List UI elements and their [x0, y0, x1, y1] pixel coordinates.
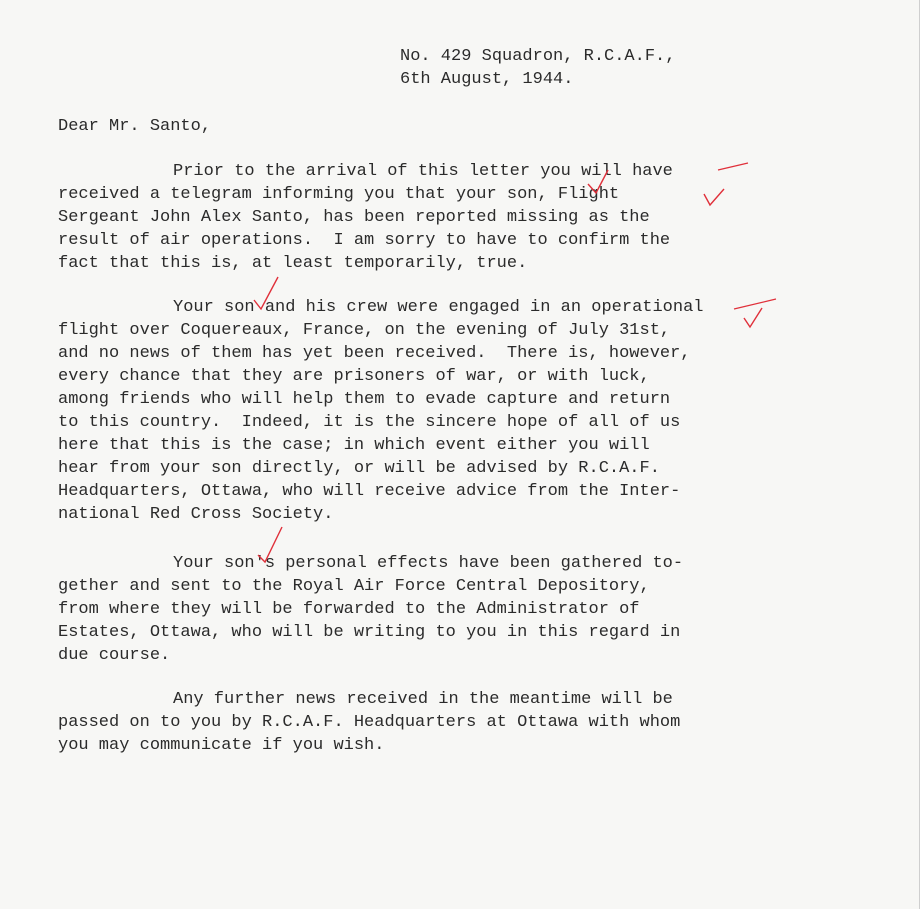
salutation: Dear Mr. Santo, — [58, 117, 212, 136]
paragraph-2-line: Headquarters, Ottawa, who will receive advice from the Inter- — [58, 482, 681, 501]
paragraph-3-line: from where they will be forwarded to the Administrator of — [58, 600, 640, 619]
check-mark-icon — [744, 308, 762, 327]
header-unit: No. 429 Squadron, R.C.A.F., — [400, 47, 676, 66]
paragraph-1-line: fact that this is, at least temporarily, true. — [58, 254, 528, 273]
paragraph-3-line: Your son's personal effects have been gathered to- — [173, 554, 684, 573]
paragraph-2-line: flight over Coquereaux, France, on the evening of July 31st, — [58, 321, 671, 340]
paragraph-2-line: Your son and his crew were engaged in an operational — [173, 298, 704, 317]
paragraph-2-line: national Red Cross Society. — [58, 505, 334, 524]
paragraph-1-line: result of air operations. I am sorry to have to confirm the — [58, 231, 671, 250]
paragraph-4-line: Any further news received in the meantime will be — [173, 690, 673, 709]
paragraph-2-line: here that this is the case; in which event either you will — [58, 436, 650, 455]
paragraph-2-line: to this country. Indeed, it is the sincere hope of all of us — [58, 413, 681, 432]
paragraph-2-line: every chance that they are prisoners of war, or with luck, — [58, 367, 650, 386]
check-mark-icon — [704, 189, 724, 205]
paragraph-2-line: among friends who will help them to evade capture and return — [58, 390, 671, 409]
paragraph-4-line: passed on to you by R.C.A.F. Headquarters at Ottawa with whom — [58, 713, 681, 732]
paragraph-1-line: Prior to the arrival of this letter you will have — [173, 162, 673, 181]
paragraph-2-line: hear from your son directly, or will be advised by R.C.A.F. — [58, 459, 660, 478]
paragraph-3-line: due course. — [58, 646, 171, 665]
paragraph-1-line: received a telegram informing you that your son, Flight — [58, 185, 620, 204]
check-mark-icon — [718, 163, 748, 170]
paragraph-3-line: gether and sent to the Royal Air Force Central Depository, — [58, 577, 650, 596]
check-mark-icon — [734, 299, 776, 309]
paragraph-2-line: and no news of them has yet been received. There is, however, — [58, 344, 691, 363]
paragraph-3-line: Estates, Ottawa, who will be writing to you in this regard in — [58, 623, 681, 642]
paragraph-1-line: Sergeant John Alex Santo, has been reported missing as the — [58, 208, 650, 227]
header-date: 6th August, 1944. — [400, 70, 574, 89]
paragraph-4-line: you may communicate if you wish. — [58, 736, 385, 755]
